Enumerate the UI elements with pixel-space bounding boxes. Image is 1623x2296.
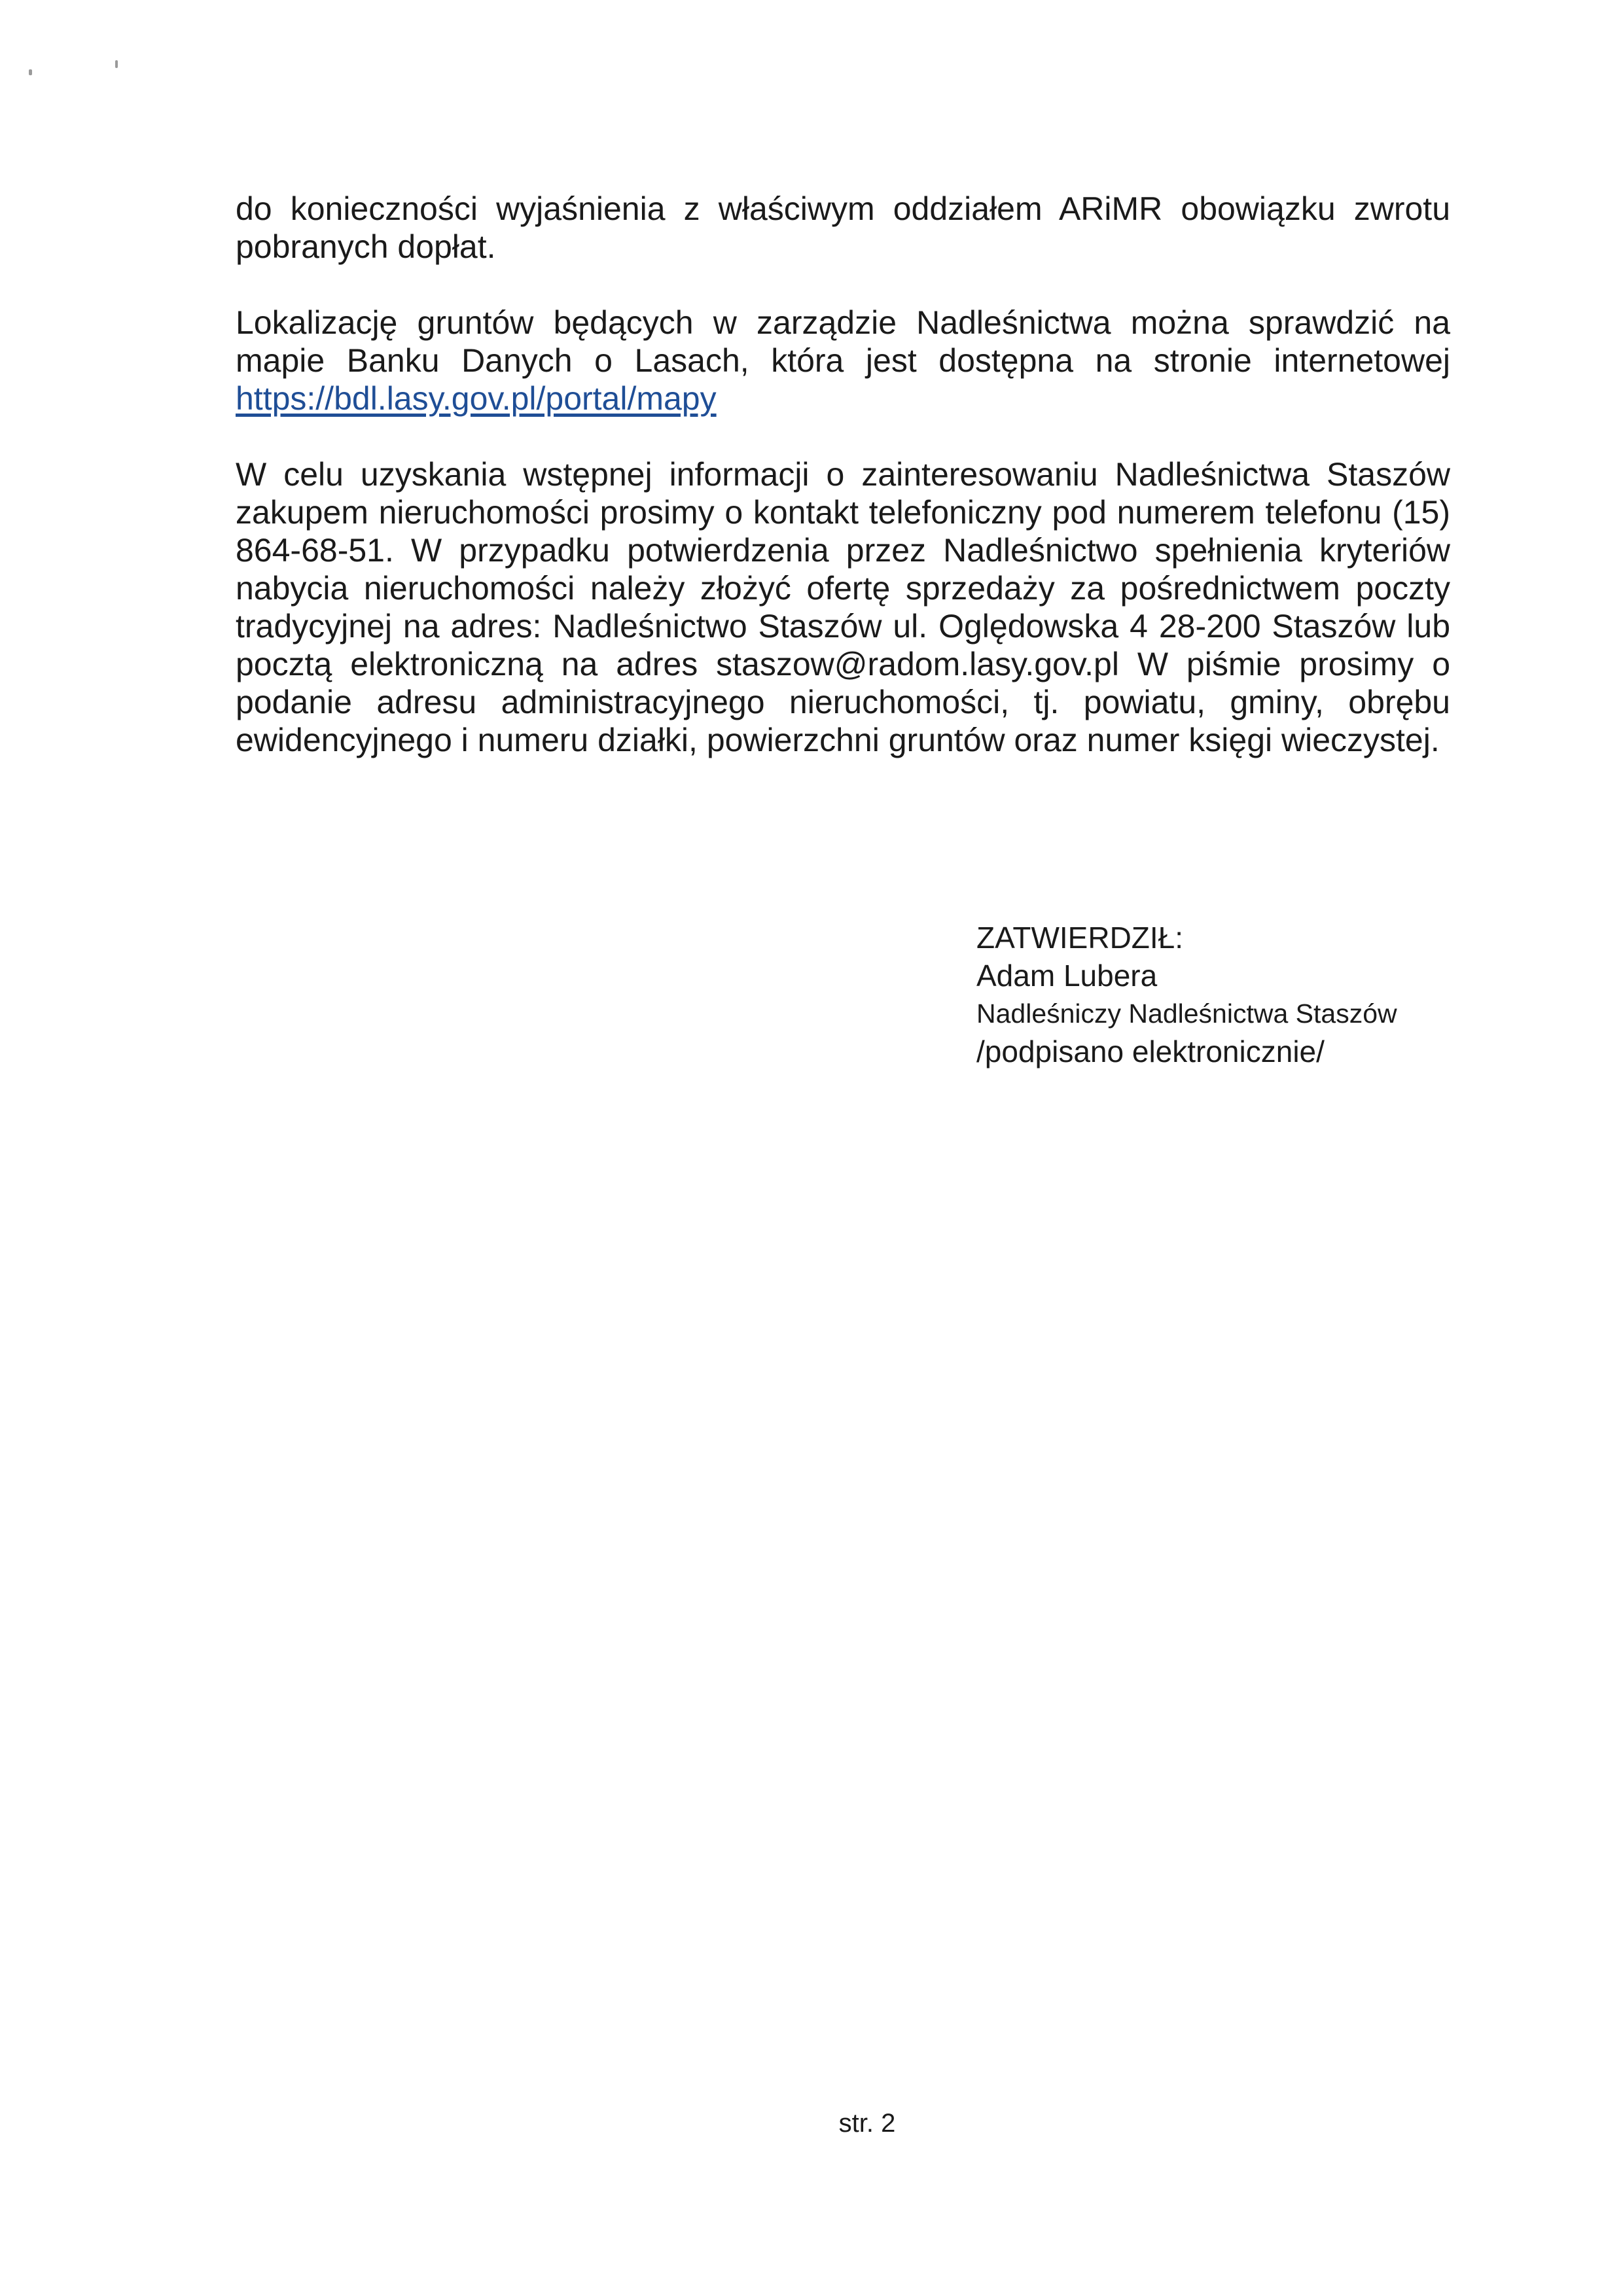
signature-electronic-note: /podpisano elektronicznie/ (976, 1034, 1325, 1069)
paragraph-map-text: Lokalizację gruntów będących w zarządzie Nadleśnictwa można sprawdzić na mapie Banku Danych o Lasach, która jest dostępna na stronie internetowej (236, 304, 1450, 379)
paragraph-map-location (236, 304, 1450, 417)
scan-speck (115, 60, 118, 68)
letter-body (236, 190, 1450, 759)
paragraph-arimr: do konieczności wyjaśnienia z właściwym oddziałem ARiMR obowiązku zwrotu pobranych dopłat. (236, 190, 1450, 265)
paragraph-contact-info: W celu uzyskania wstępnej informacji o zainteresowaniu Nadleśnictwa Staszów zakupem nieruchomości prosimy o kontakt telefoniczny pod numerem telefonu (15) 864-68-51. W przypadku potwierdzenia przez Nadleśnictwo spełnienia kryteriów nabycia nieruchomości należy złożyć ofertę sprzedaży za pośrednictwem poczty tradycyjnej na adres: Nadleśnictwo Staszów ul. Oględowska 4 28-200 Staszów lub pocztą elektroniczną na adres staszow@radom.lasy.gov.pl W piśmie prosimy o podanie adresu administracyjnego nieruchomości, tj. powiatu, gminy, obrębu ewidencyjnego i numeru działki, powierzchni gruntów oraz numer księgi wieczystej. (236, 456, 1450, 758)
signature-position: Nadleśniczy Nadleśnictwa Staszów (976, 998, 1397, 1029)
page-number: str. 2 (838, 2109, 896, 2138)
signature-name: Adam Lubera (976, 959, 1158, 993)
scan-speck (29, 69, 32, 75)
bdl-map-link[interactable]: https://bdl.lasy.gov.pl/portal/mapy (236, 380, 717, 417)
signature-block (976, 919, 1500, 1070)
signature-heading: ZATWIERDZIŁ: (976, 921, 1184, 955)
